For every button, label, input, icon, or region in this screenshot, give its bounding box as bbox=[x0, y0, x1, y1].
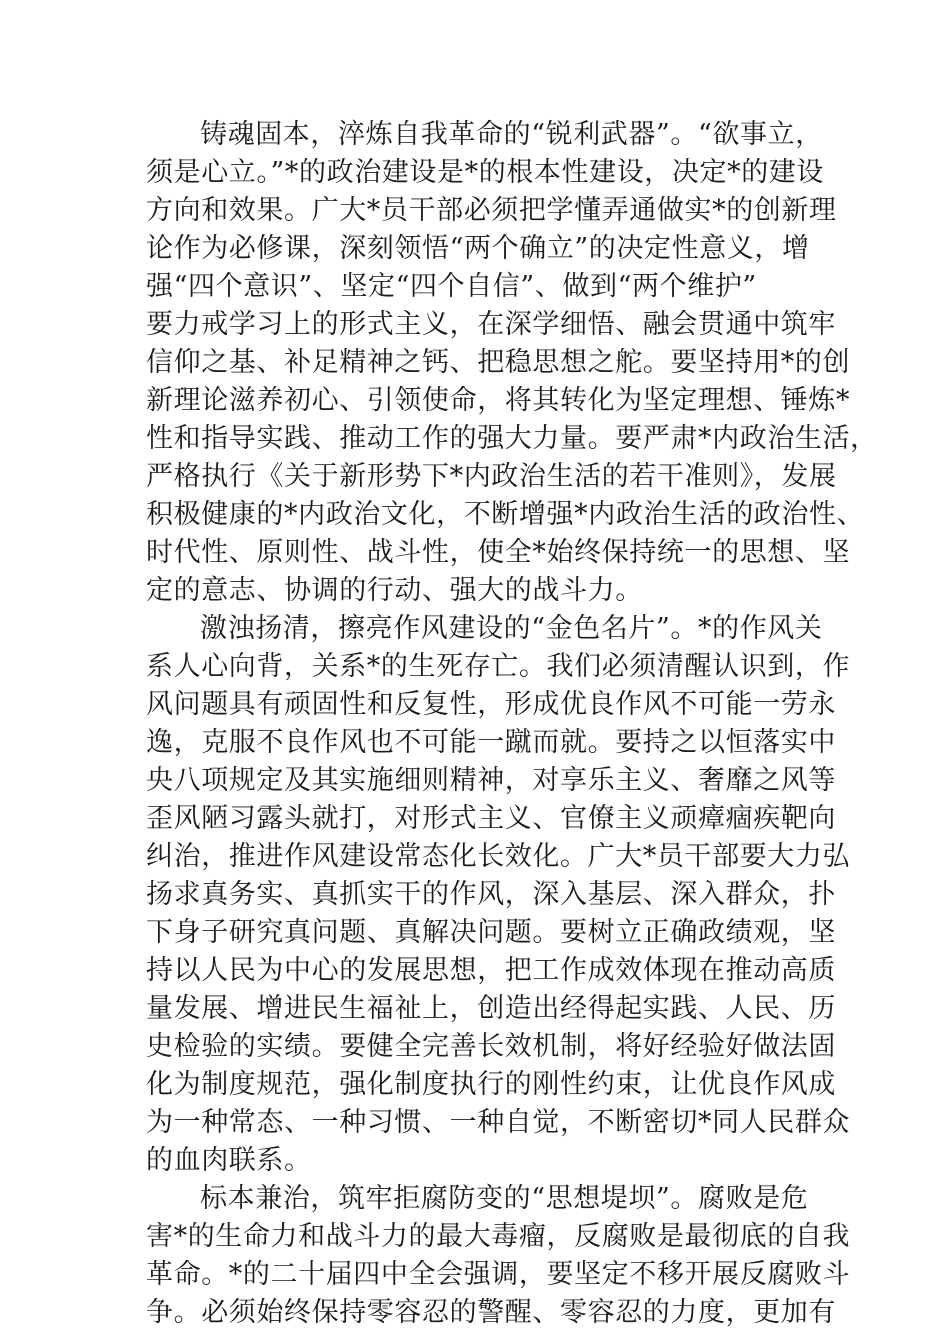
paragraph-1-line-11: 积极健康的*内政治文化，不断增强*内政治生活的政治性、 bbox=[146, 499, 865, 530]
paragraph-2-line-13: 化为制度规范，强化制度执行的刚性约束，让优良作风成 bbox=[146, 1069, 836, 1100]
paragraph-2-line-8: 扬求真务实、真抓实干的作风，深入基层、深入群众，扑 bbox=[146, 879, 836, 910]
paragraph-2-line-15: 的血肉联系。 bbox=[146, 1145, 312, 1176]
paragraph-3-line-4: 争。必须始终保持零容忍的警醒、零容忍的力度，更加有 bbox=[146, 1297, 836, 1328]
paragraph-1-line-13: 定的意志、协调的行动、强大的战斗力。 bbox=[146, 575, 643, 606]
body-text bbox=[146, 116, 878, 1332]
paragraph-1-line-6: 要力戒学习上的形式主义，在深学细悟、融会贯通中筑牢 bbox=[146, 309, 836, 340]
paragraph-2-line-10: 持以人民为中心的发展思想，把工作成效体现在推动高质 bbox=[146, 955, 836, 986]
paragraph-2-line-7: 纠治，推进作风建设常态化长效化。广大*员干部要大力弘 bbox=[146, 841, 851, 872]
paragraph-1-line-10: 严格执行《关于新形势下*内政治生活的若干准则》，发展 bbox=[146, 461, 837, 492]
paragraph-2-line-2: 系人心向背，关系*的生死存亡。我们必须清醒认识到，作 bbox=[146, 651, 851, 682]
paragraph-2-line-5: 央八项规定及其实施细则精神，对享乐主义、奢靡之风等 bbox=[146, 765, 836, 796]
paragraph-1-line-8: 新理论滋养初心、引领使命，将其转化为坚定理想、锤炼* bbox=[146, 385, 851, 416]
paragraph-3-line-1: 标本兼治，筑牢拒腐防变的“思想堤坝”。腐败是危 bbox=[200, 1183, 809, 1214]
paragraph-1-line-7: 信仰之基、补足精神之钙、把稳思想之舵。要坚持用*的创 bbox=[146, 347, 851, 378]
paragraph-1-line-2: 须是心立。”*的政治建设是*的根本性建设，决定*的建设 bbox=[146, 157, 825, 188]
paragraph-2-line-3: 风问题具有顽固性和反复性，形成优良作风不可能一劳永 bbox=[146, 689, 836, 720]
paragraph-2-line-1: 激浊扬清，擦亮作风建设的“金色名片”。*的作风关 bbox=[200, 613, 823, 644]
paragraph-2-line-12: 史检验的实绩。要健全完善长效机制，将好经验好做法固 bbox=[146, 1031, 836, 1062]
paragraph-3-line-3: 革命。*的二十届四中全会强调，要坚定不移开展反腐败斗 bbox=[146, 1259, 851, 1290]
paragraph-1-line-9: 性和指导实践、推动工作的强大力量。要严肃*内政治生活， bbox=[146, 423, 878, 454]
paragraph-1-line-3: 方向和效果。广大*员干部必须把学懂弄通做实*的创新理 bbox=[146, 195, 837, 226]
paragraph-1-line-12: 时代性、原则性、战斗性，使全*始终保持统一的思想、坚 bbox=[146, 537, 851, 568]
paragraph-2-line-11: 量发展、增进民生福祉上，创造出经得起实践、人民、历 bbox=[146, 993, 836, 1024]
paragraph-2-line-9: 下身子研究真问题、真解决问题。要树立正确政绩观，坚 bbox=[146, 917, 836, 948]
paragraph-1-line-1: 铸魂固本，淬炼自我革命的“锐利武器”。“欲事立， bbox=[200, 119, 823, 150]
paragraph-1-line-4: 论作为必修课，深刻领悟“两个确立”的决定性意义，增 bbox=[146, 233, 810, 264]
paragraph-3-line-2: 害*的生命力和战斗力的最大毒瘤，反腐败是最彻底的自我 bbox=[146, 1221, 851, 1252]
paragraph-2-line-14: 为一种常态、一种习惯、一种自觉，不断密切*同人民群众 bbox=[146, 1107, 851, 1138]
paragraph-2-line-6: 歪风陋习露头就打，对形式主义、官僚主义顽瘴痼疾靶向 bbox=[146, 803, 836, 834]
paragraph-2-line-4: 逸，克服不良作风也不可能一蹴而就。要持之以恒落实中 bbox=[146, 727, 836, 758]
paragraph-1-line-5: 强“四个意识”、坚定“四个自信”、做到“两个维护” bbox=[146, 271, 757, 302]
